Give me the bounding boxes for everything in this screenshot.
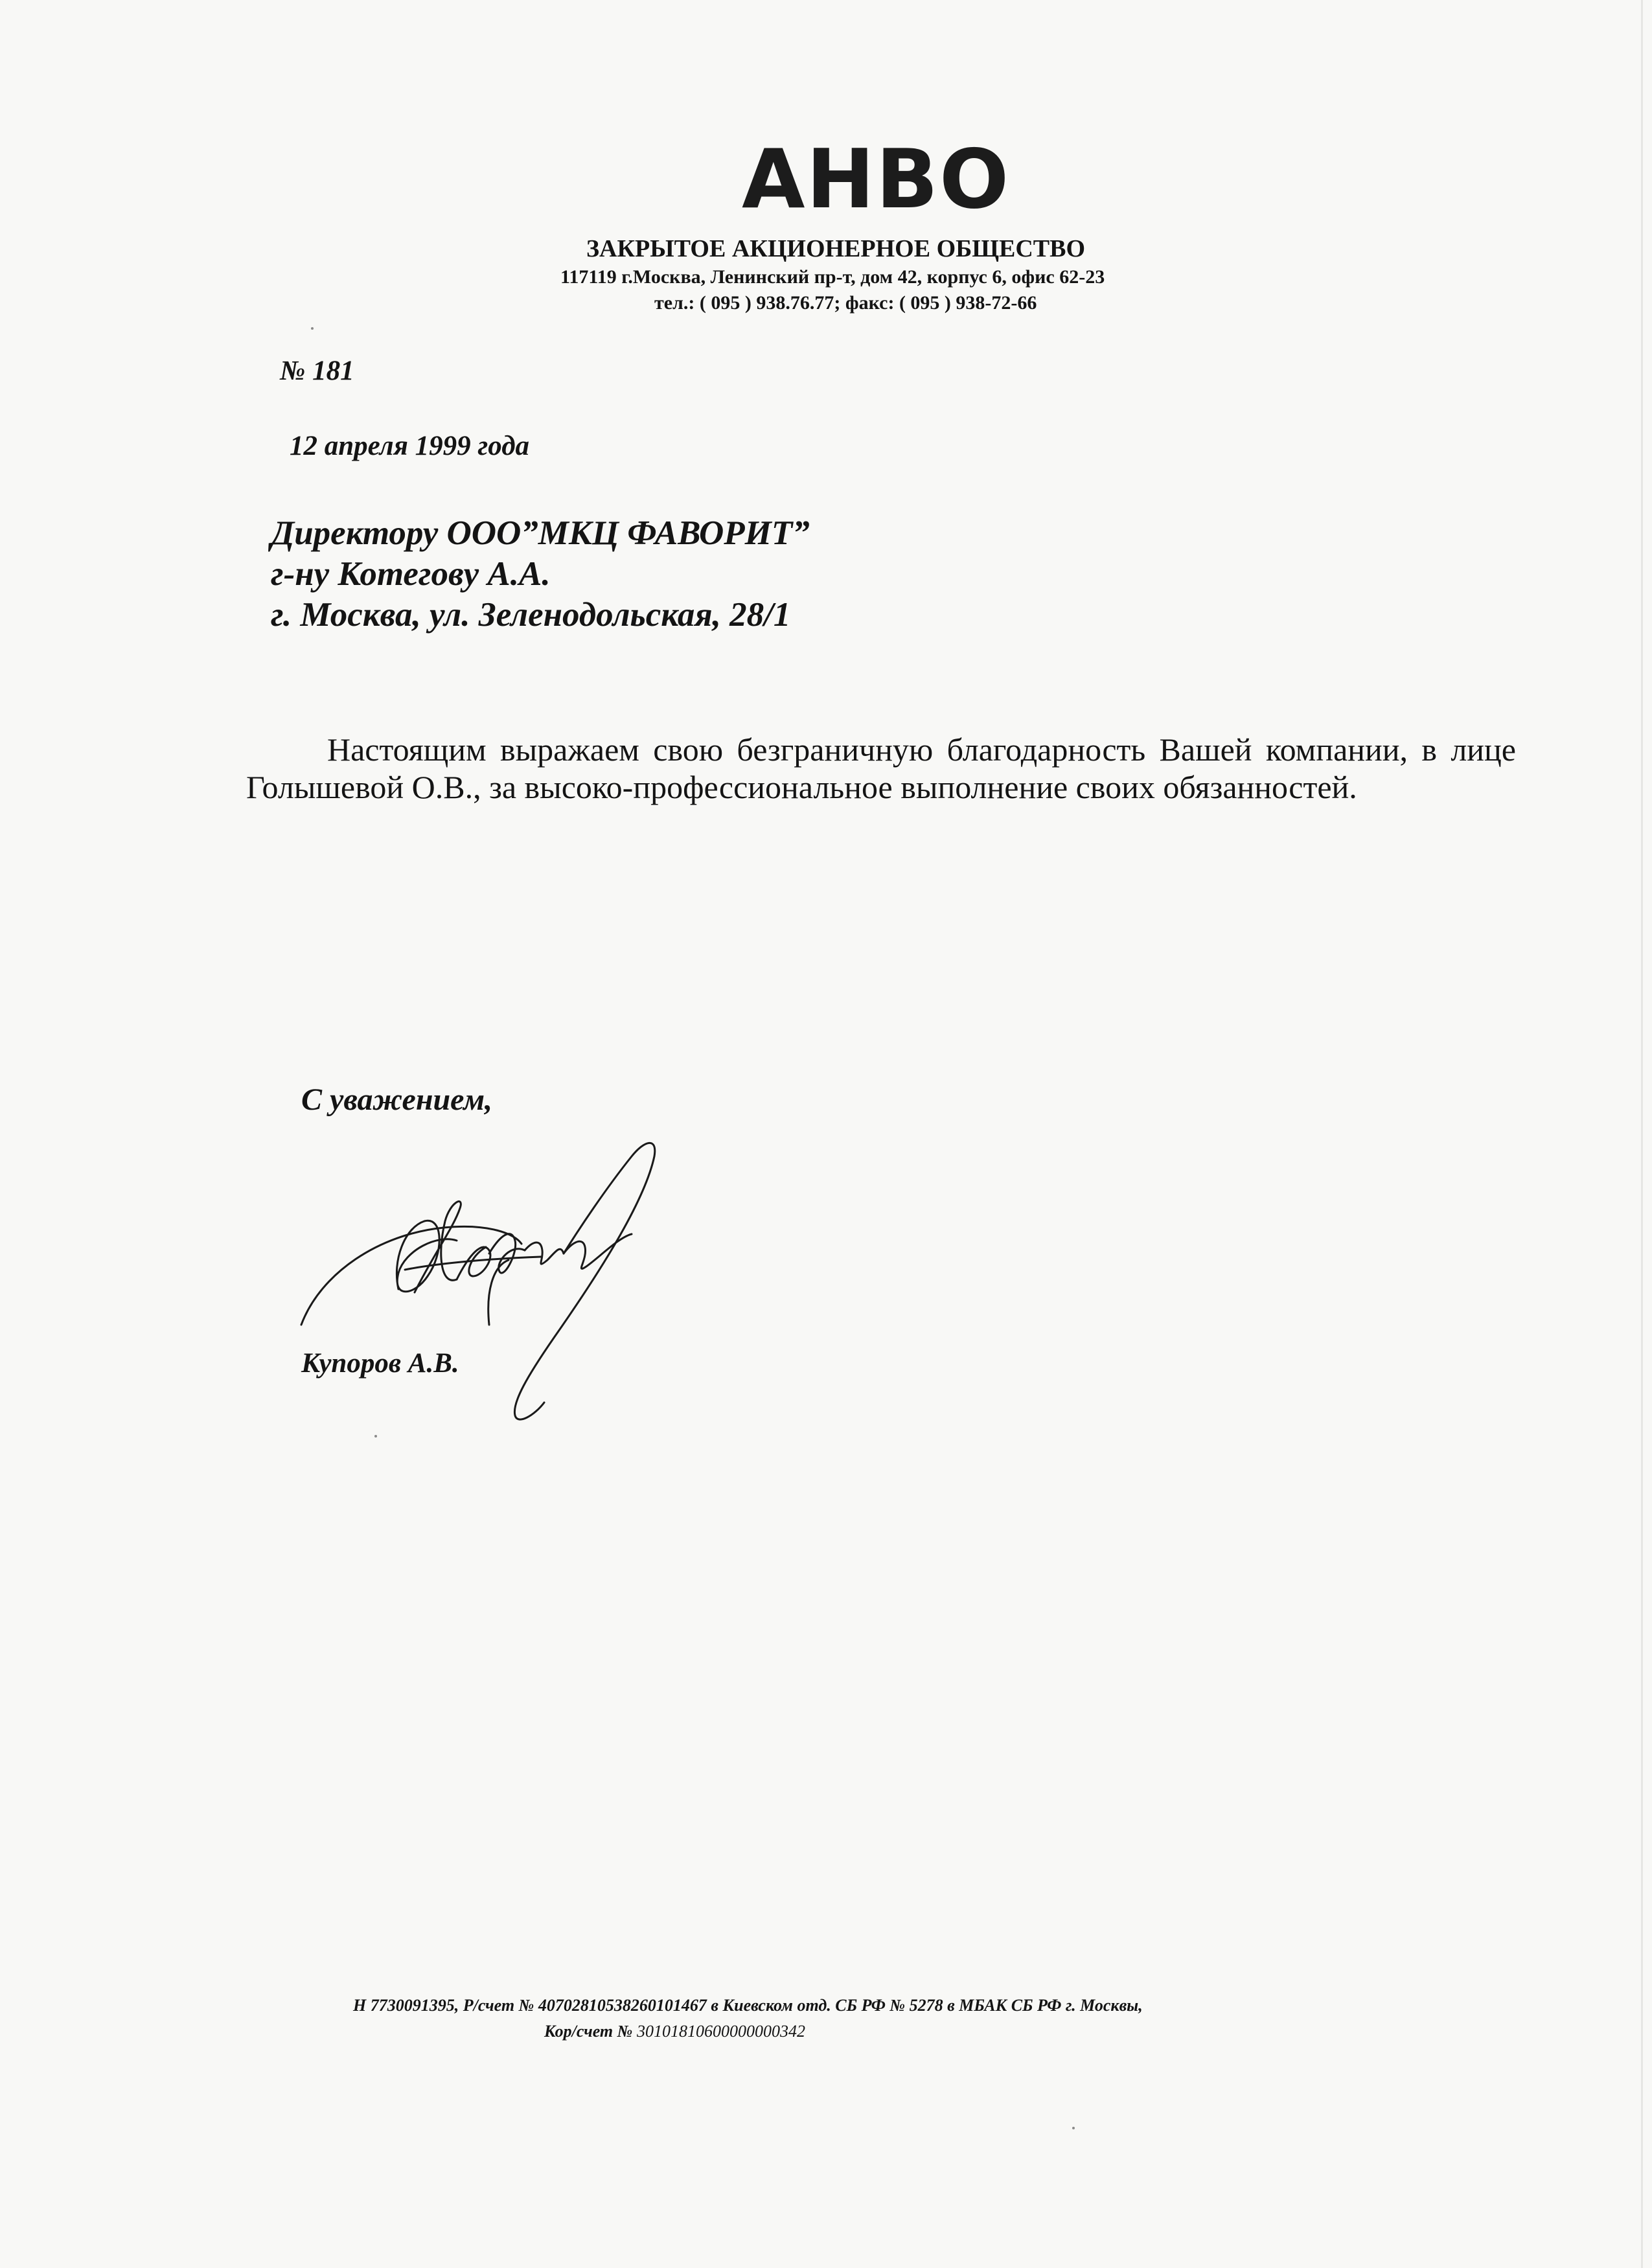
scan-edge: [1641, 0, 1643, 2268]
scan-speck: [374, 1435, 377, 1438]
addressee-address: г. Москва, ул. Зеленодольская, 28/1: [271, 596, 791, 634]
document-number: № 181: [280, 356, 354, 386]
correspondent-account-value: 30101810600000000342: [636, 2022, 805, 2041]
letter-body: Настоящим выражаем свою безграничную благодарность Вашей компании, в лице Голышевой О.В., за высоко-профессиональное выполнение своих обязанностей.: [246, 731, 1516, 805]
addressee-block: [271, 513, 983, 636]
correspondent-account-label: Кор/счет №: [544, 2022, 633, 2041]
company-phones: тел.: ( 095 ) 938.76.77; факс: ( 095 ) 938-72-66: [654, 292, 1037, 314]
bank-details: Н 7730091395, Р/счет № 40702810538260101467 в Киевском отд. СБ РФ № 5278 в МБАК СБ РФ г. Москвы,: [353, 1996, 1143, 2015]
correspondent-account: [544, 2021, 933, 2042]
closing-greeting: С уважением,: [301, 1082, 493, 1117]
company-logo: АНВО: [742, 132, 1011, 227]
addressee-position: Директору ООО”МКЦ ФАВОРИТ”: [271, 514, 810, 552]
company-address: 117119 г.Москва, Ленинский пр-т, дом 42, корпус 6, офис 62-23: [560, 266, 1105, 288]
scan-speck: [1072, 2127, 1075, 2129]
scan-speck: [311, 327, 314, 330]
signer-name: Купоров А.В.: [301, 1348, 459, 1379]
document-date: 12 апреля 1999 года: [290, 431, 530, 461]
company-type: ЗАКРЫТОЕ АКЦИОНЕРНОЕ ОБЩЕСТВО: [586, 235, 1086, 262]
addressee-name: г-ну Котегову А.А.: [271, 555, 551, 593]
handwritten-signature: [295, 1130, 742, 1435]
